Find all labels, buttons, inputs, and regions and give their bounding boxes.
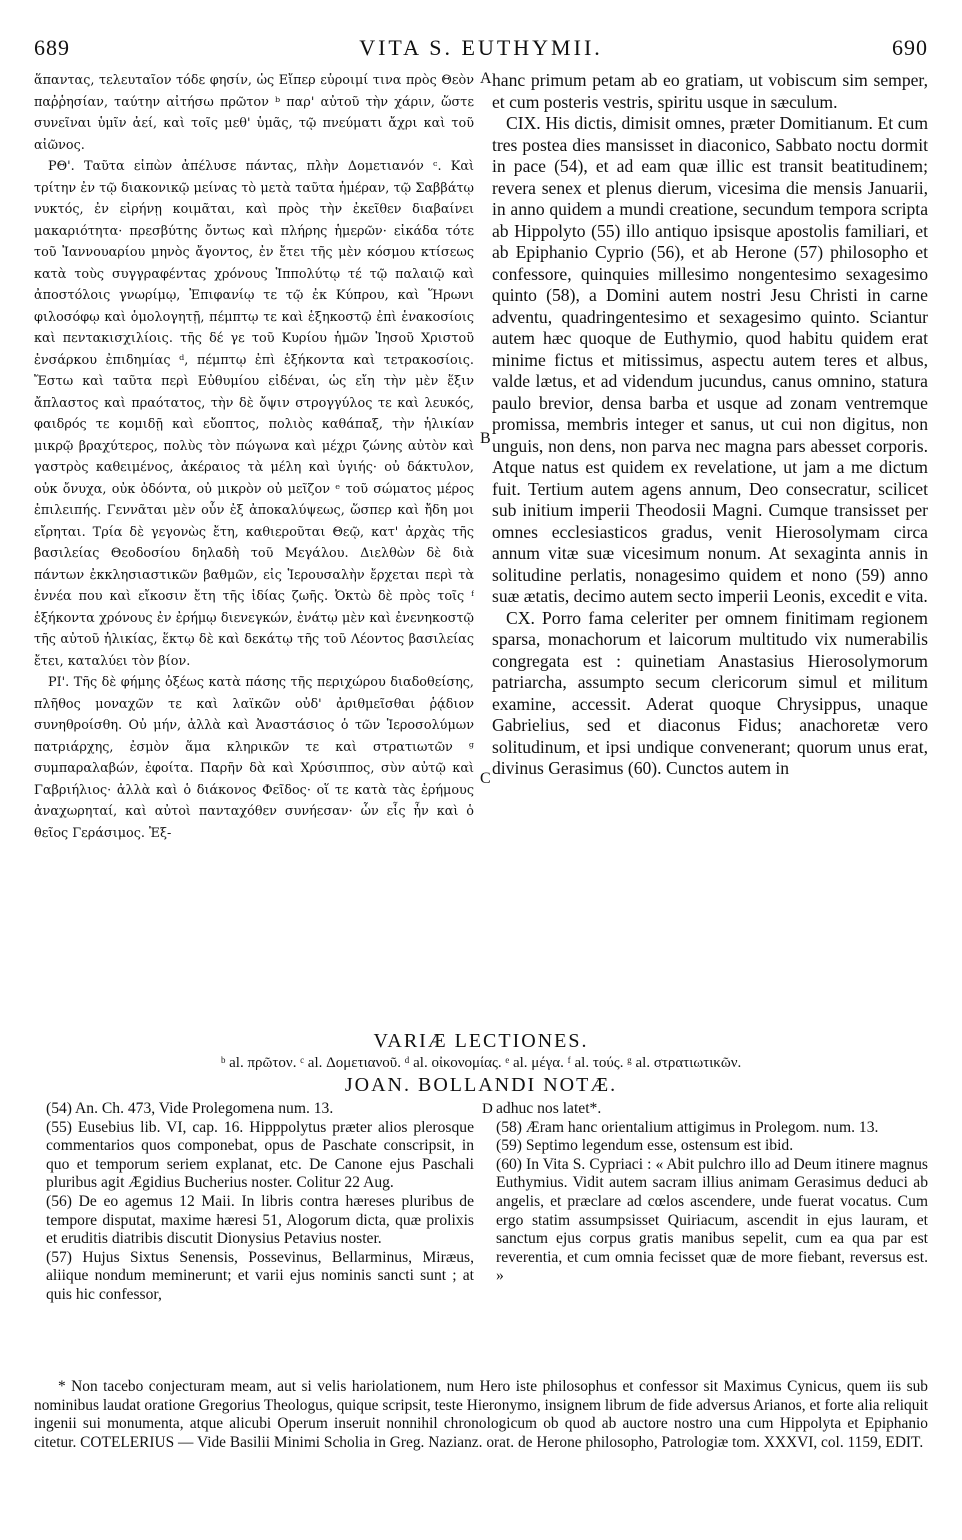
margin-letter-a: A [480, 70, 492, 87]
notes-right-column [496, 1100, 928, 1286]
greek-paragraph: ΡΘ'. Ταῦτα εἰπὼν ἀπέλυσε πάντας, πλὴν Δομετιανόν ᶜ. Καὶ τρίτην ἐν τῷ διακονικῷ μείνας τὸ μετὰ ταῦτα ἡμέραν, τῷ Σαββάτῳ νυκτός, ἐν εἰρήνῃ κοιμᾶται, καὶ πρὸς τὴν ἐκεῖθεν διαβαίνει μακαριότητα· πρεσβύτης ὄντως καὶ πλήρης ἡμερῶν· εἰκάδα τότε τοῦ Ἰαννουαρίου μηνὸς ἄγοντος, ἐν ἔτει τῆς μὲν κόσμου κτίσεως κατὰ τοὺς συγγραφέντας χρόνους Ἱππολύτῳ τέ τῷ παλαιῷ καὶ ἀποστόλοις γνωρίμῳ, Ἐπιφανίῳ τε τῷ ἐκ Κύπρου, καὶ Ἥρωνι φιλοσόφῳ καὶ ὁμολογητῇ, πέμπτῳ τε καὶ ἑξηκοστῷ ἐπὶ ἑνακοσίοις καὶ πεντακισχιλίοις. τῆς δέ γε τοῦ Κυρίου ἡμῶν Ἰησοῦ Χριστοῦ ἐνσάρκου ἐπιδημίας ᵈ, πέμπτῳ ἐπὶ ἑξήκοντα καὶ τετρακοσίοις. Ἔστω καὶ ταῦτα περὶ Εὐθυμίου εἰδέναι, ὡς εἴη τὴν μὲν ἕξιν ἄπλαστος καὶ πραότατος, τὴν δὲ ὄψιν στρογγύλος τε καὶ λευκός, φαιδρός τε κομιδῇ καὶ εὔοπτος, πολιὸς καθάπαξ, τὴν ἡλικίαν μικρῷ βραχύτερος, πολὺς τὸν πώγωνα καὶ μέχρι ζώνης αὐτὸν καὶ γαστρὸς καθειμένος, ἀκέραιος τὰ μέλη καὶ ὑγιής· οὐ δάκτυλον, οὐκ ὄνυχα, οὐκ ὀδόντα, οὐ μικρὸν οὐ μεῖζον ᵉ τοῦ σώματος μέρος ἐπιλειπής. Γεννᾶται μὲν οὖν ἐξ ἀποκαλύψεως, ὥσπερ καὶ ἤδη μοι εἴρηται. Τρία δὲ γεγονὼς ἔτη, καθιεροῦται Θεῷ, κατ' ἀρχὰς τῆς βασιλείας Θεοδοσίου δηλαδὴ τοῦ Μεγάλου. Διελθὼν δὲ διὰ πάντων ἐκκλησιαστικῶν βαθμῶν, εἰς Ἱερουσαλὴν ἔρχεται περὶ τὰ ἐννέα που καὶ εἴκοσιν ἔτη τῆς ἰδίας ζωῆς. Ὀκτὼ δὲ πρὸς τοῖς ᶠ ἑξήκοντα χρόνους ἐν ἐρήμῳ διενεγκών, ἐνάτῳ μὲν καὶ ἐνενηκοστῷ τῆς αὐτοῦ ἡλικίας, ἕκτῳ δὲ καὶ δεκάτῳ τῆς τοῦ Λέοντος βασιλείας ἔτει, καταλύει τὸν βίον. [34, 159, 474, 669]
greek-paragraph: ἅπαντας, τελευταῖον τόδε φησίν, ὡς Εἴπερ εὑροιμί τινα πρὸς Θεὸν παῤῥησίαν, ταύτην αἰτήσω πρῶτον ᵇ παρ' αὐτοῦ τὴν χάριν, ὥστε συνεῖναι ὑμῖν ἀεί, καὶ τοῖς μεθ' ὑμᾶς, τῷ πνεύματι ἄχρι καὶ τοῦ αἰῶνος. [34, 73, 474, 153]
note-item: (57) Hujus Sixtus Senensis, Possevinus, Bellarminus, Miræus, aliique nondum meminerunt; et varii ejus nominis sancti sunt ; at quis hic confessor, [46, 1248, 474, 1303]
notes-margin-letter-d: D [482, 1101, 493, 1117]
note-item: (55) Eusebius lib. VI, cap. 16. Hipppolytus præter alios plerosque commentarios quos componebat, opus de Paschate conscripsit, in quo et temporum seriem explanat, etc. De Canone ejus Paschali pluribus agit Ægidius Bucherius noster. Colitur 22 Aug. [46, 1118, 474, 1192]
page-number-right: 690 [892, 35, 928, 60]
page-header [34, 30, 928, 66]
running-title: VITA S. EUTHYMII. [359, 35, 603, 60]
page-number-left: 689 [34, 35, 70, 60]
variae-title: VARIÆ LECTIONES. [373, 1030, 589, 1052]
latin-column [492, 70, 928, 1025]
note-item: (59) Septimo legendum esse, ostensum est ibid. [496, 1137, 794, 1155]
margin-letters [480, 70, 492, 1025]
greek-paragraph: ΡΙ'. Τῆς δὲ φήμης ὀξέως κατὰ πάσης τῆς περιχώρου διαδοθείσης, πλῆθος μοναχῶν τε καὶ λαϊκῶν οὐδ' ἀριθμεῖσθαι ῥᾴδιον συνηθροίσθη. Οὐ μήν, ἀλλὰ καὶ Ἀναστάσιος ὁ τῶν Ἱεροσολύμων πατριάρχης, ἐσμὸν ἅμα κληρικῶν τε καὶ στρατιωτῶν ᵍ συμπαραλαβών, ἐφοίτα. Παρῆν δὰ καὶ Χρύσιππος, σὺν αὐτῷ καὶ Γαβριήλιος· ἀλλὰ καὶ ὁ διάκονος Φεῖδος· οἵ τε κατὰ τὰς ἐρήμους ἀναχωρηταί, καὶ αὐτοὶ πανταχόθεν συνήεσαν· ὧν εἷς ἦν καὶ ὁ θεῖος Γεράσιμος. Ἐξ- [34, 675, 474, 841]
note-item: (56) De eo agemus 12 Maii. In libris contra hæreses pluribus de tempore disputat, maxime hæresi 51, Alogorum dicta, quæ prolixis et eruditis diatribis discutit Dionysius Petavius noster. [46, 1192, 474, 1248]
greek-column [34, 70, 474, 1025]
margin-letter-b: B [480, 430, 491, 447]
main-text [34, 70, 928, 1025]
note-item: (58) Æram hanc orientalium attigimus in Prolegom. num. 13. [496, 1118, 879, 1136]
note-item: (60) In Vita S. Cypriaci : « Abit pulchro illo ad Deum itinere magnus Euthymius. Vidit autem sacram illius animam Gerasimus deduci ab angelis, et præclare ad cœlos ascendere, unde fuerat vocatus. Cum ergo statim assumpsisset Quiriacum, ascendit in ejus lauram, et sanctum ejus corpus gratis manibus sepelit, cum ea qua par est reverentia, et cum omnia fecisset quæ de more fiebant, reversus est. » [496, 1155, 928, 1285]
notes-left-column [46, 1100, 474, 1305]
note-item: adhuc nos latet*. [496, 1100, 602, 1117]
variae-lectiones [34, 1030, 928, 1072]
footnote-text: * Non tacebo conjecturam meam, aut si velis hariolationem, num Hero iste philosophus et confessor sit Maximus Cynicus, quem iis sub nominibus laudat oratione Gregorius Theologus, quique scripsit, teste Hieronymo, insignem librum de fide adversus Arianos, et forte alia reliquit ingenii sui monumenta, atque alicubi Operum inseruit nonnihil chronologicum ob quod ab auctore nostro una cum Hippolyta et Epiphanio citetur. COTELERIUS — Vide Basilii Minimi Scholia in Greg. Nazianz. orat. de Herone philosopho, Patrologiæ tom. XXXVI, col. 1159, EDIT. [34, 1378, 928, 1451]
latin-paragraph: CIX. His dictis, dimisit omnes, præter Domitianum. Et cum tres postea dies mansisset in diaconico, Sabbato noctu dormit in pace (54), et ad eam quæ illic est transit beatitudinem; revera senex et plenus dierum, vicesima die mensis Januarii, in anno quidem a mundi creatione, secundum tempora scripta ab Hippolyto (55) illo antiquo ipsisque apostolis familiari, et ab Epiphanio Cyprio (56), et ab Herone (57) philosopho et confessore, quinquies millesimo nongentesimo sexagesimo quinto (58), a Domini autem nostri Jesu Christi in carne adventu, quadringentesimo et sexagesimo quinto. Sciantur autem hæc quoque de Euthymio, quod habitu quidem erat minime fictus et mitissimus, aspectu autem teres et albus, valde lætus, et ad videndum jucundus, canus omnino, statura paulo brevior, densa barba et usque ad zonam ventremque promissa, membris integer et sanus, ut cui non digitus, non unguis, non dens, non parva nec magna pars abesset corporis. Atque natus est quidem ex revelatione, ut jam a me dictum fuit. Tertium autem agens annum, Deo consecratur, scilicet sub initium imperii Theodosii Magni. Cumque transisset per omnes ecclesiasticos gradus, venit Hierosolymam circa annum vitæ suæ vicesimum nonum. At sexaginta annis in solitudine perlatis, nonagesimo quidem et nono (59) anno suæ ætatis, decimo autem secto imperii Leonis, excedit e vita. [492, 113, 928, 606]
footnote [34, 1378, 928, 1452]
latin-paragraph: hanc primum petam ab eo gratiam, ut vobiscum sim semper, et cum posteris vestris, spiritu usque in sæculum. [492, 70, 928, 112]
note-item: (54) An. Ch. 473, Vide Prolegomena num. 13. [46, 1100, 334, 1117]
latin-paragraph: CX. Porro fama celeriter per omnem finitimam regionem sparsa, monachorum et laicorum multitudo vix numerabilis congregata est : quinetiam Anastasius Hierosolymorum patriarcha, assumpto secum clericorum simul et militum examine, accessit. Aderat quoque Chrysippus, unaque Gabrielius, sed et diaconus Fidus; anachoretæ vero solitudinum, et ipsi undique convenerant; quorum unus erat, divinus Gerasimus (60). Cunctos autem in [492, 607, 928, 778]
notes-section [34, 1100, 928, 1370]
margin-letter-c: C [480, 770, 491, 787]
variae-readings: ᵇ al. πρῶτον. ᶜ al. Δομετιανοῦ. ᵈ al. οἰκονομίας. ᵉ al. μέγα. ᶠ al. τούς. ᵍ al. στρατιωτικῶν. [220, 1055, 742, 1071]
notes-title: JOAN. BOLLANDI NOTÆ. [344, 1074, 618, 1096]
